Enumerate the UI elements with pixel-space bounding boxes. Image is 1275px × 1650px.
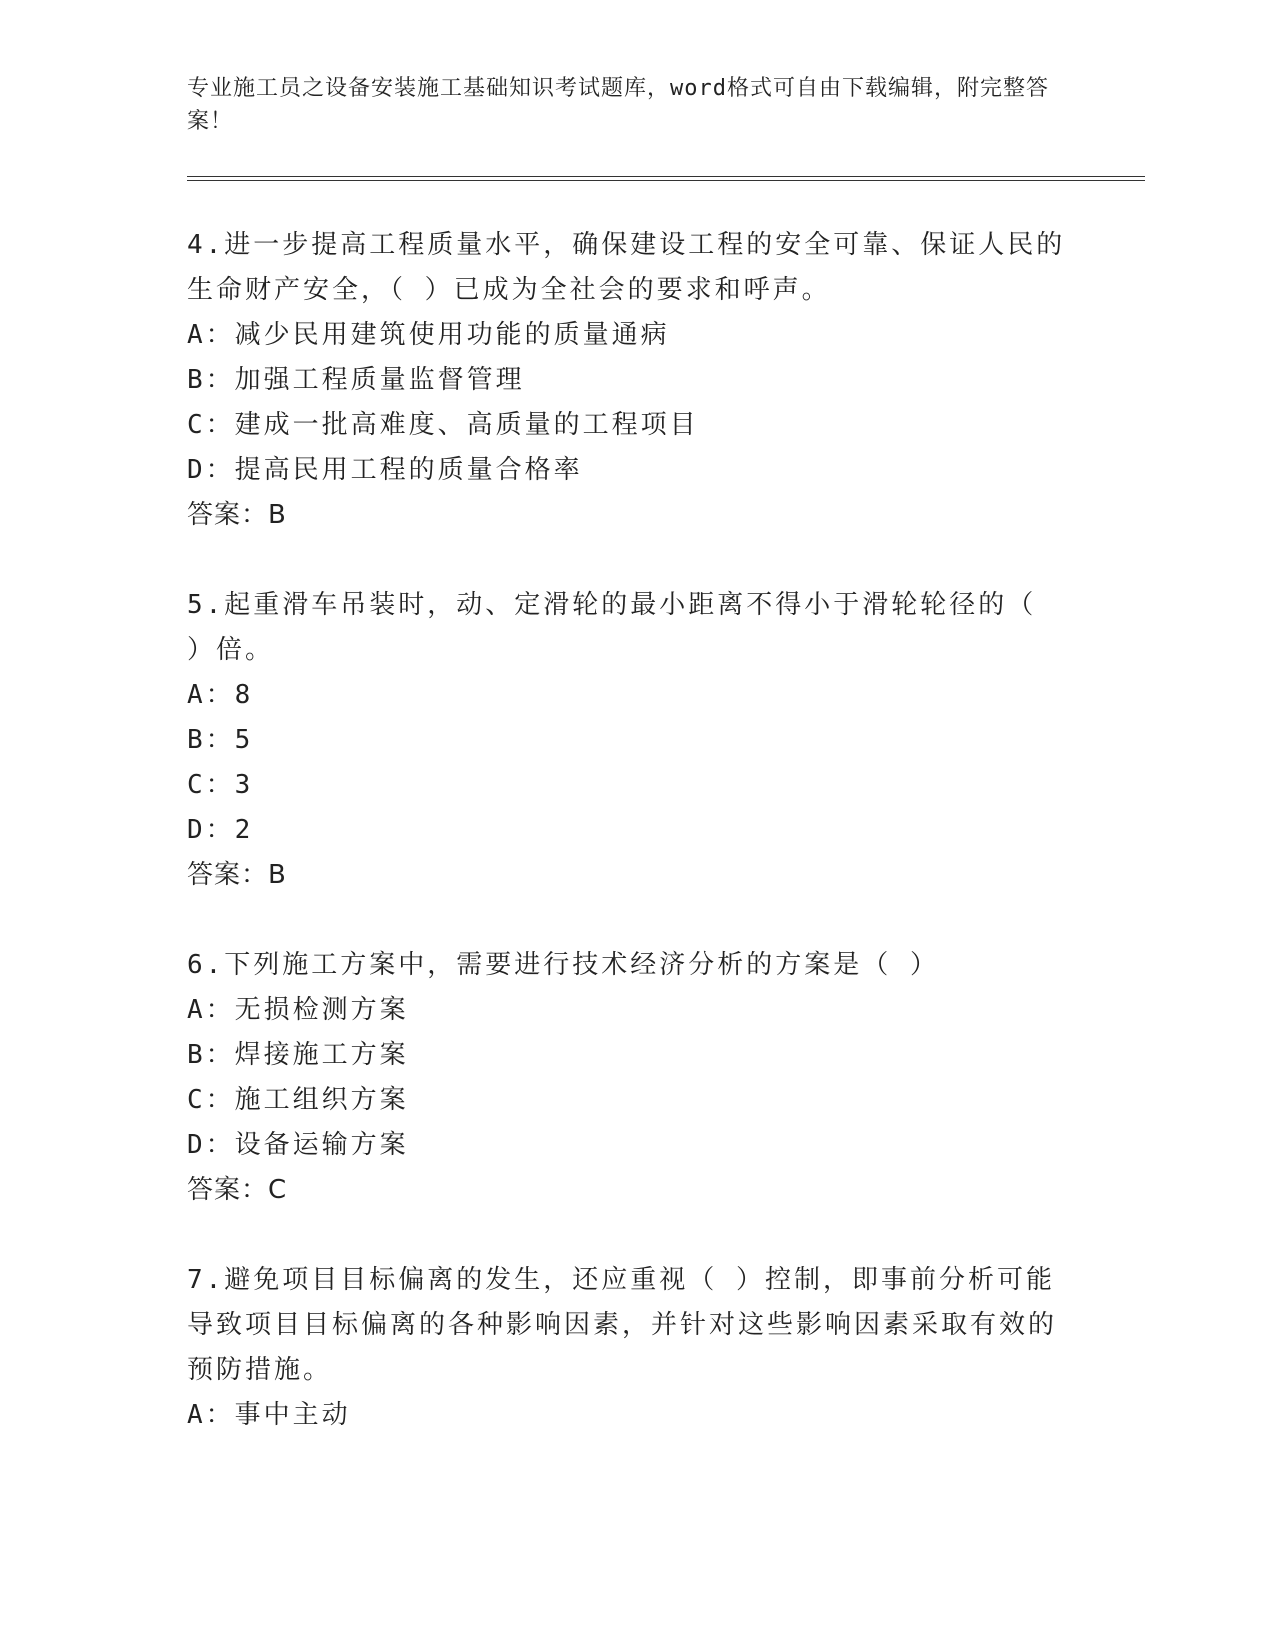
- question-stem: 4.进一步提高工程质量水平，确保建设工程的安全可靠、保证人民的生命财产安全，（ ）已成为全社会的要求和呼声。: [187, 230, 1066, 305]
- answer: 答案：B: [187, 860, 287, 890]
- option-b: B：5: [187, 725, 254, 755]
- question-7: [187, 1258, 1145, 1438]
- option-a: A：减少民用建筑使用功能的质量通病: [187, 320, 670, 350]
- question-stem: 6.下列施工方案中，需要进行技术经济分析的方案是（ ）: [187, 950, 939, 980]
- answer: 答案：C: [187, 1175, 288, 1205]
- option-a: A：8: [187, 680, 254, 710]
- option-d: D：设备运输方案: [187, 1130, 409, 1160]
- question-list: [187, 223, 1145, 1438]
- question-stem: 7.避免项目目标偏离的发生，还应重视（ ）控制，即事前分析可能导致项目目标偏离的各种影响因素，并针对这些影响因素采取有效的预防措施。: [187, 1265, 1058, 1385]
- document-header: 专业施工员之设备安装施工基础知识考试题库，word格式可自由下载编辑，附完整答案！: [187, 76, 1049, 134]
- option-a: A：事中主动: [187, 1400, 351, 1430]
- option-d: D：2: [187, 815, 254, 845]
- option-c: C：建成一批高难度、高质量的工程项目: [187, 410, 699, 440]
- option-a: A：无损检测方案: [187, 995, 409, 1025]
- question-stem: 5.起重滑车吊装时，动、定滑轮的最小距离不得小于滑轮轮径的（ ）倍。: [187, 590, 1037, 665]
- option-b: B：焊接施工方案: [187, 1040, 409, 1070]
- option-c: C：施工组织方案: [187, 1085, 409, 1115]
- option-b: B：加强工程质量监督管理: [187, 365, 525, 395]
- option-d: D：提高民用工程的质量合格率: [187, 455, 583, 485]
- question-4: [187, 223, 1145, 538]
- question-6: [187, 943, 1145, 1213]
- option-c: C：3: [187, 770, 254, 800]
- document-page: [187, 72, 1145, 1483]
- question-5: [187, 583, 1145, 898]
- answer: 答案：B: [187, 500, 287, 530]
- header-divider: [187, 176, 1145, 181]
